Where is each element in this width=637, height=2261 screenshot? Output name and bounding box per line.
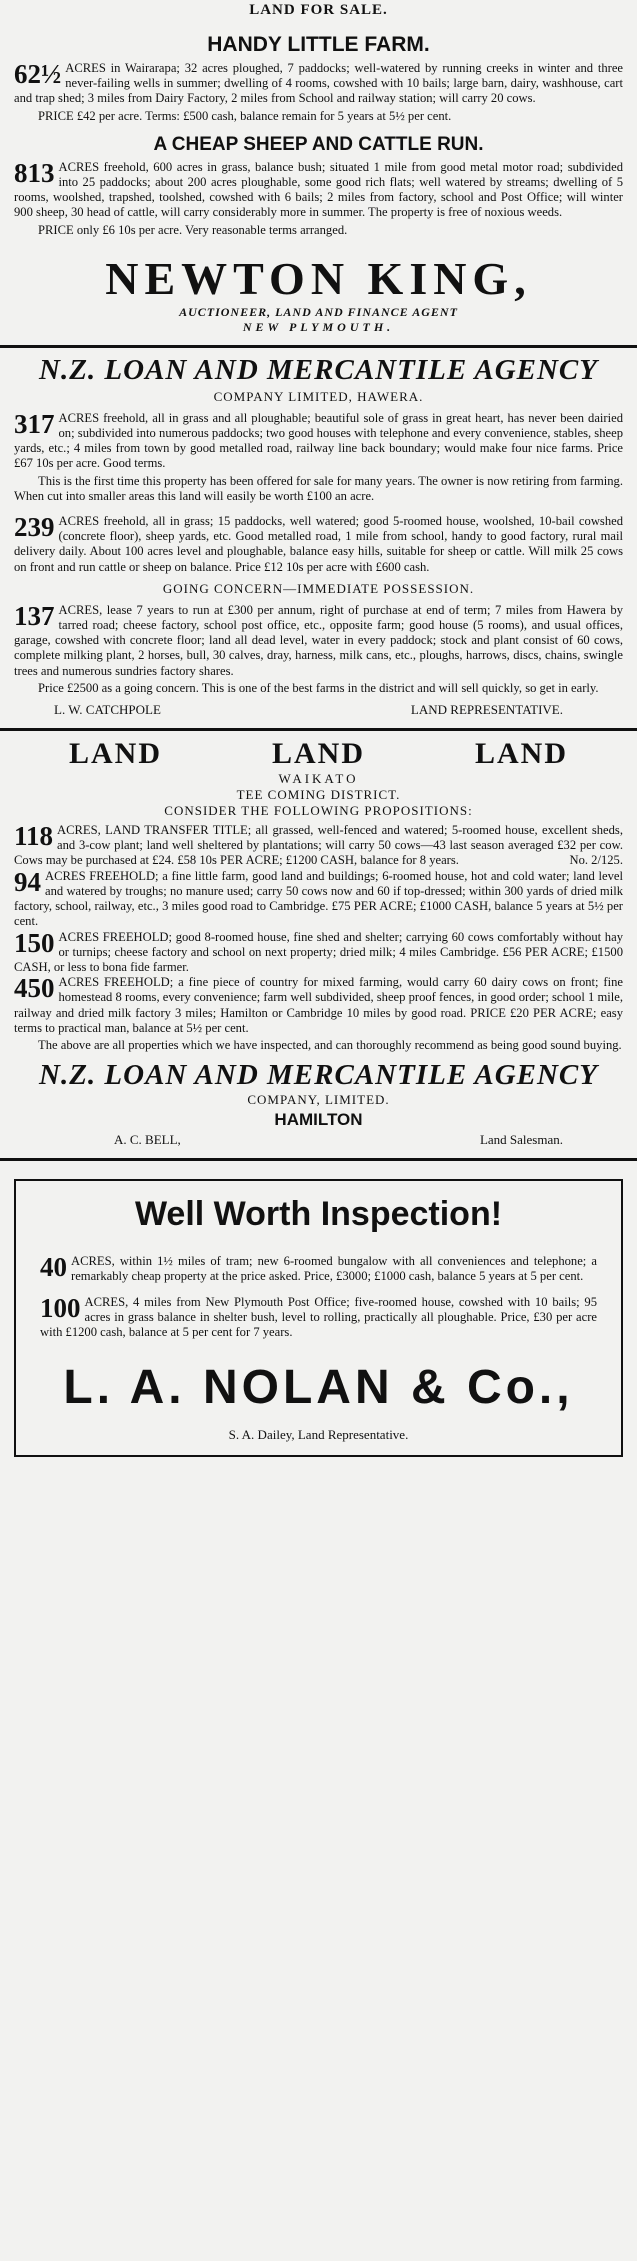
listing-450-acres — [14, 975, 623, 1036]
nolan-ad-box — [14, 1179, 623, 1457]
brand-place: NEW PLYMOUTH. — [242, 319, 395, 334]
agency-subtitle: COMPANY, LIMITED. — [247, 1092, 390, 1108]
inspection-note: The above are all properties which we have inspected, and can thoroughly recommend as being good sound buying. — [38, 1037, 622, 1052]
contact-row — [14, 702, 623, 718]
contact-name: L. W. CATCHPOLE — [54, 702, 161, 718]
section-divider — [0, 1158, 637, 1161]
listing-number: 317 — [14, 408, 55, 439]
agency-title: N.Z. LOAN AND MERCANTILE AGENCY — [39, 1059, 598, 1092]
listing-number: 40 — [40, 1252, 67, 1283]
listing-137-acres — [14, 600, 623, 679]
waikato-ad — [14, 737, 623, 1148]
land-word: LAND — [474, 737, 568, 771]
sheep-run-title: A CHEAP SHEEP AND CATTLE RUN. — [153, 133, 484, 155]
listing-813-acres — [14, 157, 623, 221]
contact-role: Land Salesman. — [479, 1132, 563, 1148]
listing-118-acres — [14, 823, 623, 869]
listing-number: 150 — [14, 927, 55, 958]
listing-text: ACRES freehold, all in grass; 15 paddocks, well watered; good 5-roomed house, woolshed, 10-bail cowshed (concrete floor), sheep yards, etc. Good metalled road, 1 mile from school, handy to good factory, rural mail delivery daily. About 100 acres level and ploughable, balance easy hills, suitable for sheep or cattle. Will milk 25 cows on front and run cattle or sheep on balance. Price £12 10s per acre with £600 cash. — [14, 514, 623, 574]
listing-40-acres — [40, 1254, 597, 1284]
agency-title: N.Z. LOAN AND MERCANTILE AGENCY — [39, 353, 598, 386]
listing-100-acres — [40, 1292, 597, 1341]
newton-king-brand: NEWTON KING, — [105, 252, 532, 304]
land-banner — [14, 737, 623, 771]
masthead: LAND FOR SALE. — [249, 2, 388, 18]
listing-317-acres — [14, 408, 623, 472]
listing-text: ACRES FREEHOLD; good 8-roomed house, fine shed and shelter; carrying 60 cows comfortably without hay or turnips; cheese factory and school on next property; dried milk; 4 miles Cambridge. £56 PER ACRE; £1500 CASH, or less to bona fide farmer. — [14, 929, 623, 974]
listing-94-acres — [14, 866, 623, 930]
listing-price: PRICE £42 per acre. Terms: £500 cash, balance remain for 5 years at 5½ per cent. — [38, 108, 452, 123]
agency-city: HAMILTON — [274, 1110, 363, 1130]
region-name: WAIKATO — [278, 771, 359, 787]
listing-text: ACRES, LAND TRANSFER TITLE; all grassed, well-fenced and watered; 5-roomed house, excellent sheds, and 3-cow plant; land well sheltered by plantations; will carry 50 cows—43 last season averaged £32 per cow. Cows may be purchased at £24. £58 10s PER ACRE; £1200 CASH, balance for 8 years. — [14, 823, 623, 868]
listing-number: 813 — [14, 157, 55, 188]
district-line: TEE COMING DISTRICT. — [236, 787, 401, 803]
listing-text: ACRES FREEHOLD; a fine little farm, good land and buildings; 6-roomed house, hot and cold water; land level and watered by troughs; no manure used; carry 50 cows now and 60 if top-dressed; within 300 yards of dried milk factory, school, railway, etc., 3 miles good road to Cambridge. £75 PER ACRE; £1000 CASH, balance 5 years at 5½ per cent. — [14, 868, 623, 929]
contact-name: A. C. BELL, — [114, 1132, 181, 1148]
listing-price: PRICE only £6 10s per acre. Very reasonable terms arranged. — [38, 222, 348, 237]
nolan-brand: L. A. NOLAN & Co., — [63, 1361, 574, 1415]
listing-text: ACRES, within 1½ miles of tram; new 6-roomed bungalow with all conveniences and telephone; a remarkably cheap property at the price asked. Price, £3000; £1000 cash, balance 5 years at 5 per cent. — [71, 1254, 597, 1284]
contact-role: LAND REPRESENTATIVE. — [410, 702, 563, 718]
listing-number: 100 — [40, 1292, 81, 1323]
consider-line: CONSIDER THE FOLLOWING PROPOSITIONS: — [164, 803, 473, 819]
handy-farm-title: HANDY LITTLE FARM. — [207, 33, 430, 56]
headline: Well Worth Inspection! — [134, 1195, 503, 1234]
listing-number: 62½ — [14, 59, 62, 89]
listing-number: 137 — [14, 600, 55, 631]
listing-price: Price £2500 as a going concern. This is one of the best farms in the district and will sell quickly, so get in early. — [38, 680, 599, 695]
contact-row — [14, 1132, 623, 1148]
land-word: LAND — [271, 737, 365, 771]
listing-number: 118 — [14, 821, 54, 852]
section-divider — [0, 345, 637, 348]
listing-text: ACRES freehold, 600 acres in grass, balance bush; situated 1 mile from good metal motor road; subdivided into 25 paddocks; about 200 acres ploughable, some good rich flats; well watered by streams; dwelling of 5 rooms, woolshed, trapshed, toolshed, cowshed with 6 bails; 2 miles from factory, school and Post Office; will winter 900 sheep, 30 head of cattle, will carry considerably more in summer. The property is free of noxious weeds. — [14, 159, 623, 220]
listing-ref: No. 2/125. — [569, 853, 623, 868]
going-concern-heading: GOING CONCERN—IMMEDIATE POSSESSION. — [162, 580, 475, 596]
listing-text: ACRES in Wairarapa; 32 acres ploughed, 7 paddocks; well-watered by running creeks in winter and three never-failing wells in summer; dwelling of 4 rooms, cowshed with 10 bails; large barn, dairy, washhouse, cart and trap shed; 3 miles from Dairy Factory, 2 miles from School and railway station; will carry 20 cows. — [14, 61, 623, 106]
listing-239-acres — [14, 514, 623, 575]
listing-extra: This is the first time this property has been offered for sale for many years. The owner is now retiring from farming. When cut into smaller areas this land will easily be worth £100 an acre. — [14, 473, 623, 503]
listing-62-acres — [14, 61, 623, 107]
brand-subtitle: AUCTIONEER, LAND AND FINANCE AGENT — [179, 304, 458, 319]
newton-king-ad — [14, 33, 623, 335]
land-word: LAND — [68, 737, 162, 771]
listing-text: ACRES, lease 7 years to run at £300 per annum, right of purchase at end of term; 7 miles from Hawera by tarred road; cheese factory, school post office, etc., opposite farm; good house (5 rooms), and usual offices, garage, cowshed with concrete floor; land all dead level, water in every paddock; stock and plant consist of 60 cows, complete milking plant, 2 horses, bull, 30 calves, dray, harness, milk cans, etc., ploughs, harrows, discs, chains, swingle trees and numerous sundries factory shares. — [14, 602, 623, 678]
listing-text: ACRES, 4 miles from New Plymouth Post Office; five-roomed house, cowshed with 10 bails; 95 acres in grass balance in shelter bush, level to rolling, practically all ploughable. Price, £30 per acre with £1200 cash, balance at 5 per cent for 7 years. — [40, 1294, 597, 1339]
listing-150-acres — [14, 927, 623, 976]
listing-number: 94 — [14, 866, 41, 897]
listing-number: 239 — [14, 512, 55, 543]
listing-text: ACRES freehold, all in grass and all ploughable; beautiful sole of grass in great heart, has never been dairied on; subdivided into numerous paddocks; two good houses with telephone and every convenience, stables, sheep yards, etc.; 4 miles from town by good metalled road, railway line back boundary; would make four nice farms. Price £67 10s per acre. Good terms. — [14, 410, 623, 471]
nolan-contact: S. A. Dailey, Land Representative. — [228, 1427, 409, 1443]
section-divider — [0, 728, 637, 731]
agency-subtitle: COMPANY LIMITED, HAWERA. — [213, 388, 424, 404]
listing-text: ACRES FREEHOLD; a fine piece of country for mixed farming, would carry 60 dairy cows on front; fine homestead 8 rooms, every convenience; farm well subdivided, sheep proof fences, in good order; school 1 mile, railway and dried milk factory 3 miles; Hamilton or Cambridge 10 miles by good road. PRICE £20 PER ACRE; easy terms to practical man, balance at 5½ per cent. — [14, 975, 623, 1035]
nz-loan-hawera-ad — [14, 354, 623, 718]
listing-number: 450 — [14, 973, 55, 1004]
